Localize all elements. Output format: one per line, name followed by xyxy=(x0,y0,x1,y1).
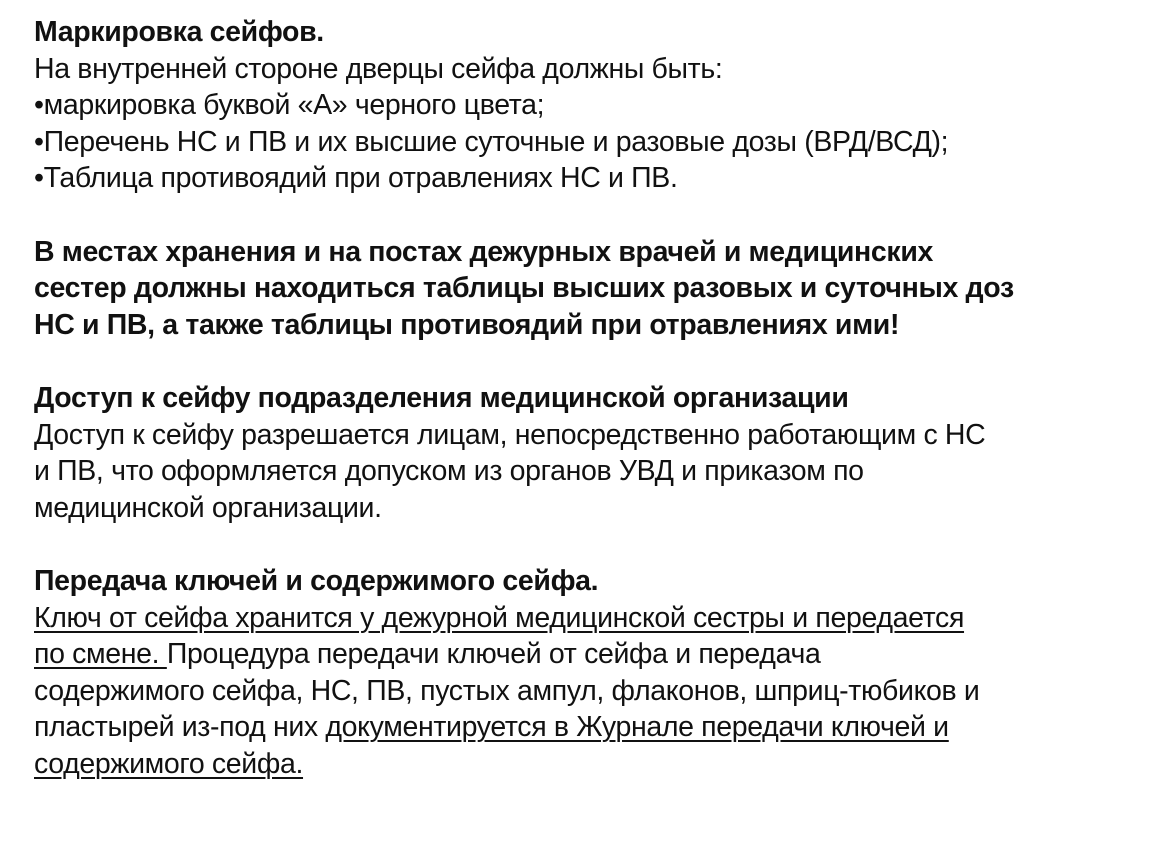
key-transfer-text xyxy=(34,746,1134,783)
section-title-key-transfer: Передача ключей и содержимого сейфа. xyxy=(34,564,599,597)
transfer-procedure-text: Процедура передачи ключей от сейфа и передача xyxy=(166,638,821,671)
safe-access-text: Доступ к сейфу разрешается лицам, непосредственно работающим с НС xyxy=(34,418,986,451)
key-storage-underlined-text: по смене. xyxy=(34,638,167,671)
safe-marking-bullet: •Перечень НС и ПВ и их высшие суточные и разовые дозы (ВРД/ВСД); xyxy=(34,125,949,158)
safe-marking-intro: На внутренней стороне дверцы сейфа должны быть: xyxy=(34,52,723,85)
section-title-safe-access: Доступ к сейфу подразделения медицинской организации xyxy=(34,381,849,414)
safe-marking-bullet: •маркировка буквой «А» черного цвета; xyxy=(34,89,545,122)
storage-tables-notice: В местах хранения и на постах дежурных врачей и медицинских xyxy=(34,235,933,268)
key-transfer-text xyxy=(34,709,1134,746)
key-transfer-text: содержимого сейфа, НС, ПВ, пустых ампул, флаконов, шприц-тюбиков и xyxy=(34,674,980,707)
key-transfer-text xyxy=(34,636,1134,673)
storage-tables-notice: сестер должны находиться таблицы высших разовых и суточных доз xyxy=(34,272,1014,305)
paragraph-spacer xyxy=(34,343,1134,380)
journal-underlined-text: содержимого сейфа. xyxy=(34,747,304,780)
slide-text-body xyxy=(34,14,1134,782)
section-title-safe-marking: Маркировка сейфов. xyxy=(34,16,324,48)
paragraph-spacer xyxy=(34,526,1134,563)
key-transfer-text xyxy=(34,600,1134,637)
storage-tables-notice: НС и ПВ, а также таблицы противоядий при отравлениях ими! xyxy=(34,308,900,341)
journal-underlined-text: документируется в Журнале передачи ключей и xyxy=(325,711,949,744)
safe-access-text: и ПВ, что оформляется допуском из органов УВД и приказом по xyxy=(34,455,864,488)
key-storage-underlined-text: Ключ от сейфа хранится у дежурной медицинской сестры и передается xyxy=(34,601,965,634)
safe-marking-bullet: •Таблица противоядий при отравлениях НС и ПВ. xyxy=(34,162,678,195)
safe-access-text: медицинской организации. xyxy=(34,491,382,524)
paragraph-spacer xyxy=(34,197,1134,234)
transfer-procedure-text: пластырей из-под них xyxy=(34,711,326,744)
